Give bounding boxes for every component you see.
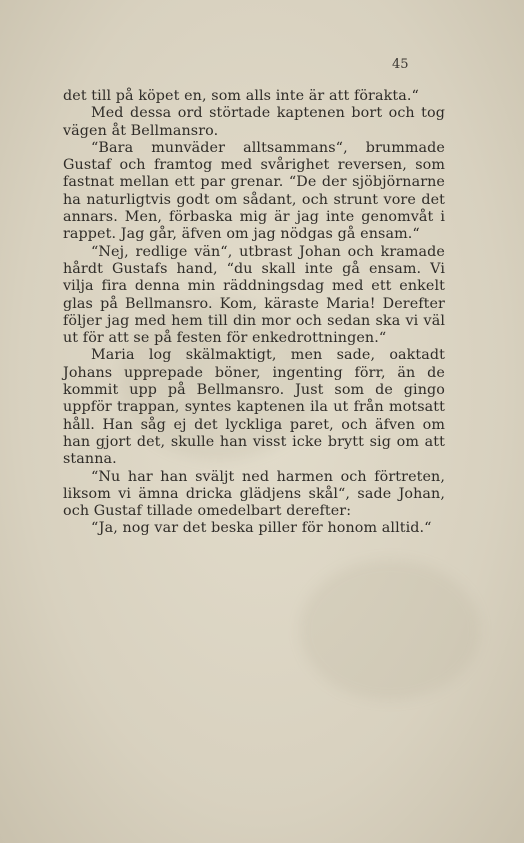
body-text	[63, 88, 445, 538]
paragraph: Med dessa ord störtade kaptenen bort och tog vägen åt Bellmansro.	[63, 105, 445, 139]
paper-stain	[300, 560, 480, 700]
paragraph: det till på köpet en, som alls inte är att förakta.“	[63, 88, 419, 104]
paragraph: “Nej, redlige vän“, utbrast Johan och kramade hårdt Gustafs hand, “du skall inte gå ensam. Vi vilja fira denna min räddningsdag med ett enkelt glas på Bellmansro. Kom, käraste Maria! Derefter följer jag med hem till din mor och sedan ska vi väl ut för att se på festen för enkedrottningen.“	[63, 243, 445, 347]
paragraph: “Ja, nog var det beska piller för honom alltid.“	[91, 520, 432, 537]
paragraph: “Bara munväder alltsammans“, brummade Gustaf och framtog med svårighet reversen, som fastnat mellan ett par grenar. “De der sjöbjörnarne ha naturligtvis godt om sådant, och strunt vore det annars. Men, förbaska mig är jag inte genomvåt i rappet. Jag går, äfven om jag nödgas gå ensam.“	[63, 139, 445, 243]
paragraph: “Nu har han sväljt ned harmen och förtreten, liksom vi ämna dricka glädjens skål“, sade Johan, och Gustaf tillade omedelbart derefter:	[63, 468, 445, 520]
page-number: 45	[392, 57, 409, 72]
paragraph: Maria log skälmaktigt, men sade, oaktadt Johans upprepade böner, ingenting förr, än de kommit upp på Bellmansro. Just som de gingo uppför trappan, syntes kaptenen ila ut från motsatt håll. Han såg ej det lyckliga paret, och äfven om han gjort det, skulle han visst icke brytt sig om att stanna.	[63, 347, 445, 468]
